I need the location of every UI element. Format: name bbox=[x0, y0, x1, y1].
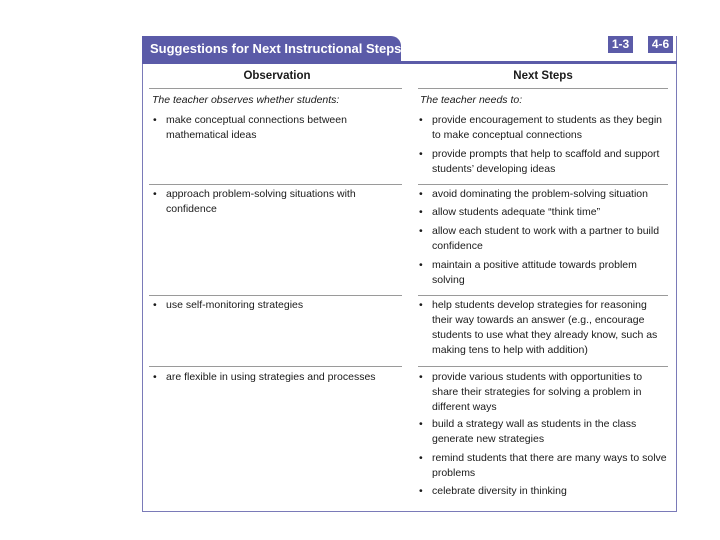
row-divider-right bbox=[418, 295, 668, 296]
row-divider-left bbox=[149, 366, 402, 367]
next-step-item: • avoid dominating the problem-solving situation bbox=[432, 187, 670, 202]
next-step-item: • allow students adequate “think time” bbox=[432, 205, 670, 220]
observation-item: • make conceptual connections between mathematical ideas bbox=[166, 113, 400, 143]
row-divider-left bbox=[149, 184, 402, 185]
next-step-item: • remind students that there are many ways to solve problems bbox=[432, 451, 670, 481]
row-divider-right bbox=[418, 184, 668, 185]
observation-item: • use self-monitoring strategies bbox=[166, 298, 400, 313]
header-divider-right bbox=[418, 88, 668, 89]
next-step-item: • build a strategy wall as students in the class generate new strategies bbox=[432, 417, 670, 447]
next-step-item: • maintain a positive attitude towards problem solving bbox=[432, 258, 670, 288]
observation-item: • approach problem-solving situations with confidence bbox=[166, 187, 400, 217]
row-divider-right bbox=[418, 366, 668, 367]
next-steps-header: Next Steps bbox=[513, 70, 573, 82]
grade-badge-1-3: 1-3 bbox=[608, 36, 633, 53]
next-steps-intro: The teacher needs to: bbox=[420, 94, 523, 106]
observation-item: • are flexible in using strategies and processes bbox=[166, 370, 400, 385]
next-step-item: • allow each student to work with a partner to build confidence bbox=[432, 224, 670, 254]
next-step-item: • help students develop strategies for reasoning their way towards an answer (e.g., encourage students to use what they already know, such as making tens to help with addition) bbox=[432, 298, 670, 358]
next-step-item: • provide encouragement to students as they begin to make conceptual connections bbox=[432, 113, 670, 143]
table-title: Suggestions for Next Instructional Steps bbox=[142, 36, 401, 62]
observation-intro: The teacher observes whether students: bbox=[152, 94, 340, 106]
row-divider-left bbox=[149, 295, 402, 296]
next-step-item: • provide various students with opportunities to share their strategies for solving a problem in different ways bbox=[432, 370, 670, 415]
header-divider-left bbox=[149, 88, 402, 89]
observation-header: Observation bbox=[243, 70, 311, 82]
title-rule bbox=[142, 61, 677, 64]
next-step-item: • provide prompts that help to scaffold and support students’ developing ideas bbox=[432, 147, 670, 177]
next-step-item: • celebrate diversity in thinking bbox=[432, 484, 670, 499]
grade-badge-4-6: 4-6 bbox=[648, 36, 673, 53]
